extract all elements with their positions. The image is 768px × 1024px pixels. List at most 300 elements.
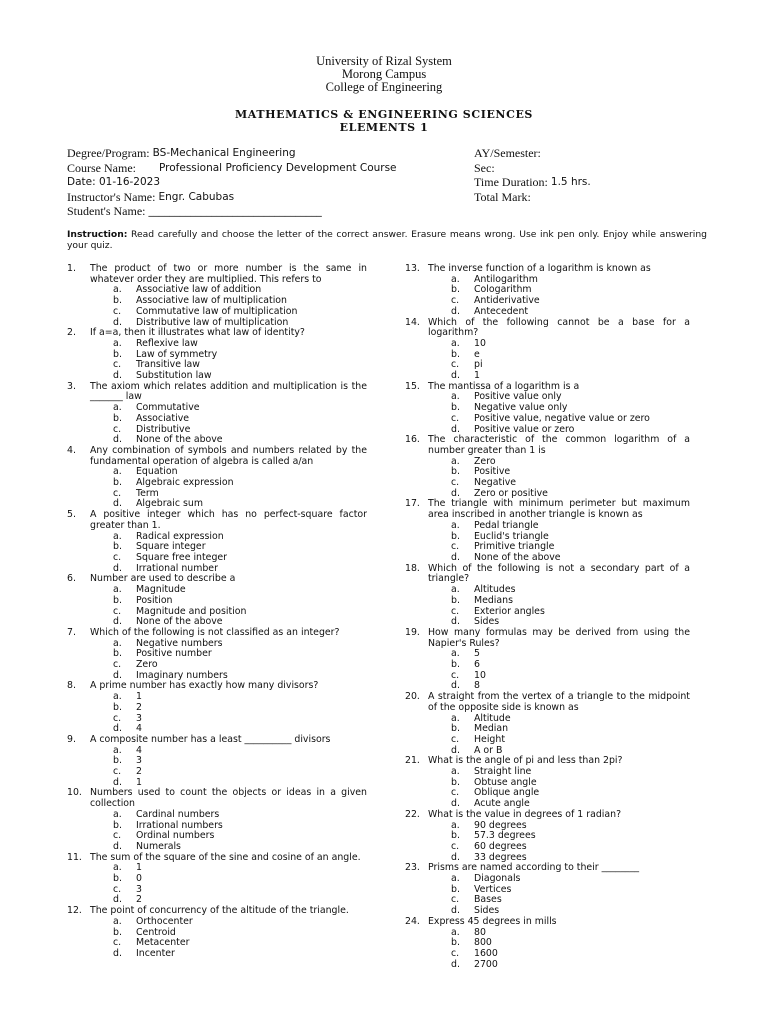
answer-option[interactable] [405,842,690,853]
option-text: 1 [136,776,142,788]
option-letter: c. [451,541,460,553]
option-letter: c. [113,605,122,617]
question-row [405,756,690,767]
question-number: 1. [67,263,76,274]
option-text: Negative [474,477,517,489]
question-row [405,435,690,456]
option-text: Straight line [474,766,532,778]
answer-option[interactable] [405,467,690,478]
question-item [405,318,690,382]
answer-option[interactable] [67,339,367,350]
question-row [405,810,690,821]
question-text: Number are used to describe a [90,573,236,585]
option-letter: b. [451,830,460,842]
answer-option[interactable] [67,596,367,607]
option-letter: c. [113,551,122,563]
option-text: Positive value or zero [474,423,575,435]
option-text: Irrational number [136,562,218,574]
question-item [67,681,367,735]
answer-option[interactable] [405,767,690,778]
question-item [405,499,690,563]
question-row [405,499,690,520]
question-row [405,564,690,585]
answer-option[interactable] [67,639,367,650]
option-text: Positive number [136,648,212,660]
option-letter: d. [451,905,460,917]
question-row [67,510,367,531]
answer-option[interactable] [405,275,690,286]
question-number: 5. [67,509,76,521]
option-letter: a. [451,819,460,831]
option-letter: c. [113,359,122,371]
answer-option[interactable] [67,756,367,767]
question-number: 14. [405,316,420,328]
option-letter: c. [451,412,460,424]
question-row [405,628,690,649]
option-text: Equation [136,466,178,478]
answer-option[interactable] [67,746,367,757]
question-row [67,853,367,864]
answer-option[interactable] [67,917,367,928]
sec-row [474,161,724,176]
option-letter: d. [451,851,460,863]
option-letter: d. [113,723,122,735]
option-letter: d. [113,894,122,906]
answer-option[interactable] [67,532,367,543]
option-letter: d. [451,370,460,382]
option-letter: b. [113,873,122,885]
sec-label: Sec: [474,160,495,175]
option-text: Medians [474,594,513,606]
option-letter: a. [451,519,460,531]
option-text: Square free integer [136,551,228,563]
question-text: Which of the following cannot be a base for a logarithm? [428,316,690,339]
answer-option[interactable] [405,457,690,468]
answer-option[interactable] [405,895,690,906]
question-row [67,628,367,639]
option-text: Magnitude [136,584,186,596]
question-item [67,906,367,960]
answer-option[interactable] [67,928,367,939]
option-letter: a. [113,637,122,649]
option-text: Median [474,723,509,735]
question-number: 2. [67,327,76,339]
answer-option[interactable] [67,585,367,596]
option-letter: b. [113,755,122,767]
option-text: Imaginary numbers [136,669,228,681]
answer-option[interactable] [67,703,367,714]
question-number: 16. [405,434,420,446]
time-row [474,175,724,190]
option-letter: a. [113,915,122,927]
option-letter: a. [451,273,460,285]
option-text: Positive [474,466,511,478]
college-name: College of Engineering [325,80,443,94]
question-number: 19. [405,626,420,638]
option-letter: d. [113,316,122,328]
answer-option[interactable] [67,767,367,778]
option-text: Distributive law of multiplication [136,316,289,328]
option-letter: c. [451,477,460,489]
option-letter: c. [451,787,460,799]
option-letter: b. [113,295,122,307]
option-letter: d. [113,370,122,382]
option-letter: a. [451,455,460,467]
answer-option[interactable] [405,350,690,361]
answer-option[interactable] [405,521,690,532]
answer-option[interactable] [67,863,367,874]
option-letter: c. [451,669,460,681]
question-row [67,446,367,467]
option-letter: a. [451,712,460,724]
option-text: Associative law of multiplication [136,295,287,307]
question-row [67,681,367,692]
option-text: Numerals [136,840,181,852]
option-text: Positive value, negative value or zero [474,412,650,424]
question-number: 13. [405,263,420,274]
option-text: 80 [474,926,486,938]
question-text: The characteristic of the common logarithm of a number greater than 1 is [428,434,690,456]
option-letter: c. [113,659,122,671]
option-letter: d. [113,948,122,959]
option-text: Antilogarithm [474,273,538,285]
option-text: Primitive triangle [474,541,555,553]
student-row [67,204,467,219]
option-letter: c. [113,830,122,842]
answer-option[interactable] [67,489,367,500]
answer-option[interactable] [67,821,367,832]
instructor-label: Instructor's Name: [67,189,159,204]
option-letter: b. [113,648,122,660]
answer-option[interactable] [67,307,367,318]
option-text: Commutative law of multiplication [136,305,298,317]
question-text: Express 45 degrees in mills [428,915,557,927]
answer-option[interactable] [405,671,690,682]
option-text: 2 [136,701,142,713]
option-letter: a. [113,466,122,478]
option-letter: d. [113,669,122,681]
option-letter: d. [113,498,122,510]
question-row [405,917,690,928]
date-value: 01-16-2023 [98,176,161,188]
option-letter: d. [451,616,460,628]
question-text: Any combination of symbols and numbers related by the fundamental operation of algebra is called a/an [90,444,367,467]
student-name-blank[interactable]: _________________________________ [148,205,322,217]
option-letter: d. [451,487,460,499]
course-info [67,146,467,219]
question-item [405,435,690,499]
option-letter: b. [451,723,460,735]
question-number: 18. [405,562,420,574]
answer-option[interactable] [67,831,367,842]
option-letter: b. [451,402,460,414]
option-text: 8 [474,680,480,692]
degree-row [67,146,467,161]
subject-title: MATHEMATICS & ENGINEERING SCIENCES [235,108,533,121]
semester-info [474,146,724,204]
option-letter: c. [113,487,122,499]
option-letter: a. [451,337,460,349]
answer-option[interactable] [405,778,690,789]
option-text: pi [474,359,483,371]
option-letter: c. [451,840,460,852]
answer-option[interactable] [405,938,690,949]
option-letter: b. [113,594,122,606]
time-label: Time Duration: [474,175,551,189]
option-text: Pedal triangle [474,519,539,531]
question-number: 22. [405,808,420,820]
answer-option[interactable] [405,360,690,371]
option-text: Vertices [474,883,512,895]
option-text: 4 [136,723,142,735]
answer-option[interactable] [405,949,690,960]
option-letter: c. [451,948,460,959]
option-letter: d. [451,423,460,435]
question-item [67,735,367,789]
option-letter: a. [113,691,122,703]
answer-option[interactable] [67,810,367,821]
option-letter: d. [113,562,122,574]
option-letter: a. [451,766,460,778]
option-letter: b. [451,776,460,788]
answer-option[interactable] [405,960,690,971]
answer-option[interactable] [67,874,367,885]
course-label: Course Name: [67,160,136,175]
option-letter: b. [451,284,460,296]
option-letter: a. [113,284,122,296]
option-text: Acute angle [474,798,530,810]
question-item [405,692,690,756]
question-item [405,756,690,810]
answer-option[interactable] [67,478,367,489]
answer-option[interactable] [405,831,690,842]
option-letter: d. [113,776,122,788]
answer-option[interactable] [67,949,367,960]
option-text: Position [136,594,173,606]
option-text: Metacenter [136,937,190,949]
answer-option[interactable] [405,307,690,318]
answer-option[interactable] [405,285,690,296]
answer-option[interactable] [405,296,690,307]
answer-option[interactable] [405,339,690,350]
answer-option[interactable] [405,788,690,799]
time-value: 1.5 hrs. [550,176,591,188]
student-label: Student's Name: [67,204,149,218]
option-text: 1 [474,370,480,382]
option-text: Euclid's triangle [474,530,549,542]
question-number: 7. [67,626,76,638]
option-text: Exterior angles [474,605,545,617]
document-header [0,55,768,94]
question-item [67,382,367,446]
option-letter: a. [451,926,460,938]
option-letter: b. [451,883,460,895]
question-item [405,564,690,628]
option-letter: a. [113,808,122,820]
question-item [67,264,367,328]
option-letter: c. [451,295,460,307]
answer-option[interactable] [67,414,367,425]
question-text: The mantissa of a logarithm is a [428,380,580,392]
option-letter: d. [451,305,460,317]
option-text: Centroid [136,926,176,938]
question-number: 9. [67,733,76,745]
question-number: 3. [67,380,76,392]
option-letter: d. [451,680,460,692]
question-row [67,328,367,339]
question-text: How many formulas may be derived from using the Napier's Rules? [428,626,690,649]
option-letter: d. [113,840,122,852]
question-number: 21. [405,755,420,767]
question-item [405,917,690,971]
option-letter: c. [113,712,122,724]
answer-option[interactable] [67,692,367,703]
option-text: Zero or positive [474,487,548,499]
option-letter: b. [451,530,460,542]
answer-option[interactable] [405,714,690,725]
question-item [67,853,367,907]
course-value: Professional Proficiency Development Course [159,161,397,174]
option-text: Term [136,487,159,499]
question-text: Numbers used to count the objects or ideas in a given collection [90,787,367,810]
option-text: Ordinal numbers [136,830,215,842]
option-letter: c. [451,359,460,371]
mark-row [474,190,724,205]
answer-option[interactable] [405,928,690,939]
option-text: Antiderivative [474,295,540,307]
option-text: Substitution law [136,370,212,382]
degree-label: Degree/Program: [67,146,153,160]
question-row [405,318,690,339]
option-text: Antecedent [474,305,529,317]
question-item [405,382,690,436]
option-text: None of the above [474,551,561,563]
question-text: Which of the following is not a secondary part of a triangle? [428,562,690,585]
option-text: 5 [474,648,480,660]
questions-left-column [67,264,367,960]
option-text: 2 [136,766,142,778]
question-row [67,906,367,917]
answer-option[interactable] [405,821,690,832]
option-letter: a. [451,391,460,403]
instructor-value: Engr. Cabubas [158,190,235,203]
question-row [67,735,367,746]
question-item [405,810,690,864]
question-text: A composite number has a least __________ divisors [90,733,331,745]
course-row [67,161,467,176]
answer-option[interactable] [67,885,367,896]
question-number: 24. [405,915,420,927]
answer-option[interactable] [405,585,690,596]
instruction [67,230,707,252]
answer-option[interactable] [67,714,367,725]
option-text: Distributive [136,423,191,435]
mark-label: Total Mark: [474,189,531,204]
option-letter: c. [451,605,460,617]
question-text: The product of two or more number is the same in whatever order they are multiplied. This refers to [90,263,367,285]
answer-option[interactable] [67,649,367,660]
question-number: 15. [405,380,420,392]
question-item [67,788,367,852]
option-text: Orthocenter [136,915,193,927]
answer-option[interactable] [405,735,690,746]
question-row [67,574,367,585]
part-title: ELEMENTS 1 [339,121,429,134]
question-item [67,446,367,510]
option-text: Altitude [474,712,511,724]
date-row [67,175,467,190]
answer-option[interactable] [405,596,690,607]
answer-option[interactable] [67,938,367,949]
option-letter: c. [451,894,460,906]
answer-option[interactable] [67,403,367,414]
option-text: Irrational numbers [136,819,223,831]
answer-option[interactable] [405,607,690,618]
exam-title [0,108,768,134]
option-letter: d. [451,551,460,563]
question-item [67,574,367,628]
option-text: Algebraic sum [136,498,203,510]
option-text: Square integer [136,541,206,553]
date-label: Date: [67,176,99,188]
question-text: A positive integer which has no perfect-square factor greater than 1. [90,509,367,531]
question-number: 12. [67,905,82,917]
question-row [405,264,690,275]
option-text: Cardinal numbers [136,808,220,820]
question-number: 8. [67,680,76,692]
answer-option[interactable] [405,874,690,885]
campus-name: Morong Campus [341,67,427,81]
option-letter: c. [113,423,122,435]
answer-option[interactable] [405,724,690,735]
option-letter: c. [113,305,122,317]
answer-option[interactable] [67,350,367,361]
answer-option[interactable] [67,360,367,371]
option-letter: a. [113,530,122,542]
option-letter: d. [113,616,122,628]
question-text: The triangle with minimum perimeter but maximum area inscribed in another triangle is known as [428,498,690,521]
option-text: 3 [136,755,142,767]
question-number: 6. [67,573,76,585]
question-text: The point of concurrency of the altitude of the triangle. [90,905,349,917]
option-letter: c. [451,733,460,745]
option-letter: a. [113,862,122,874]
answer-option[interactable] [405,885,690,896]
option-text: Height [474,733,505,745]
question-item [405,863,690,917]
option-text: e [474,348,480,360]
option-text: 4 [136,744,142,756]
question-item [67,510,367,574]
question-item [67,328,367,382]
option-text: 6 [474,659,480,671]
option-text: 33 degrees [474,851,527,863]
question-text: The axiom which relates addition and multiplication is the _______ law [90,380,367,403]
question-item [405,264,690,318]
question-text: Which of the following is not classified as an integer? [90,626,340,638]
option-letter: b. [113,477,122,489]
option-text: Cologarithm [474,284,532,296]
answer-option[interactable] [405,414,690,425]
option-text: Transitive law [136,359,200,371]
answer-option[interactable] [405,660,690,671]
option-text: 57.3 degrees [474,830,536,842]
option-text: 800 [474,937,492,949]
option-letter: a. [451,873,460,885]
answer-option[interactable] [405,649,690,660]
option-text: Negative numbers [136,637,223,649]
instruction-text: Read carefully and choose the letter of the correct answer. Erasure means wrong. Use ink pen only. Enjoy while answering your quiz. [67,229,707,251]
